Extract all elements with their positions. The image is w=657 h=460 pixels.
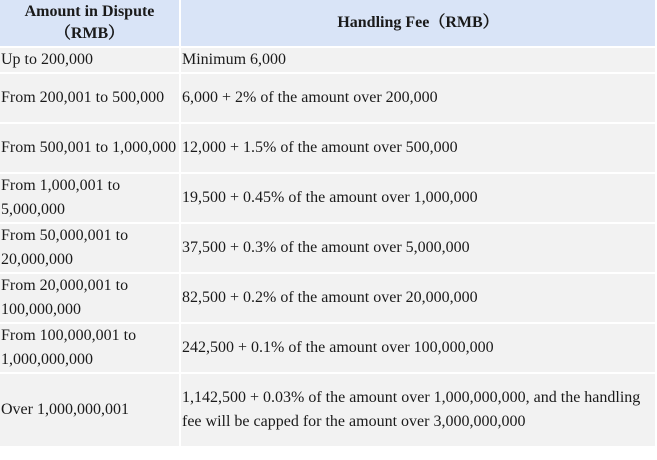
fee-cell: 37,500 + 0.3% of the amount over 5,000,000 [181, 224, 655, 272]
fee-cell: 6,000 + 2% of the amount over 200,000 [181, 74, 655, 122]
table-row [0, 74, 655, 122]
fee-cell: Minimum 6,000 [181, 48, 655, 72]
table-row [0, 124, 655, 172]
amount-cell: From 500,001 to 1,000,000 [0, 124, 179, 172]
table-row [0, 274, 655, 322]
amount-cell: From 100,000,001 to 1,000,000,000 [0, 324, 179, 372]
fee-cell: 82,500 + 0.2% of the amount over 20,000,000 [181, 274, 655, 322]
header-handling-fee: Handling Fee（RMB） [181, 0, 655, 46]
amount-cell: From 20,000,001 to 100,000,000 [0, 274, 179, 322]
table-header-row [0, 0, 655, 46]
fee-cell: 1,142,500 + 0.03% of the amount over 1,000,000,000, and the handling fee will be capped for the amount over 3,000,000,000 [181, 374, 655, 446]
amount-cell: From 50,000,001 to 20,000,000 [0, 224, 179, 272]
header-amount-unit: （RMB） [54, 25, 125, 42]
fee-cell: 12,000 + 1.5% of the amount over 500,000 [181, 124, 655, 172]
fee-cell: 242,500 + 0.1% of the amount over 100,000,000 [181, 324, 655, 372]
amount-cell: From 1,000,001 to 5,000,000 [0, 174, 179, 222]
table-row [0, 374, 655, 446]
header-amount-label: Amount in Dispute [24, 3, 155, 20]
table-row [0, 48, 655, 72]
amount-cell: Up to 200,000 [0, 48, 179, 72]
header-amount-in-dispute [0, 0, 179, 46]
table-row [0, 174, 655, 222]
fee-cell: 19,500 + 0.45% of the amount over 1,000,000 [181, 174, 655, 222]
table-row [0, 324, 655, 372]
table-row [0, 224, 655, 272]
amount-cell: From 200,001 to 500,000 [0, 74, 179, 122]
amount-cell: Over 1,000,000,001 [0, 374, 179, 446]
